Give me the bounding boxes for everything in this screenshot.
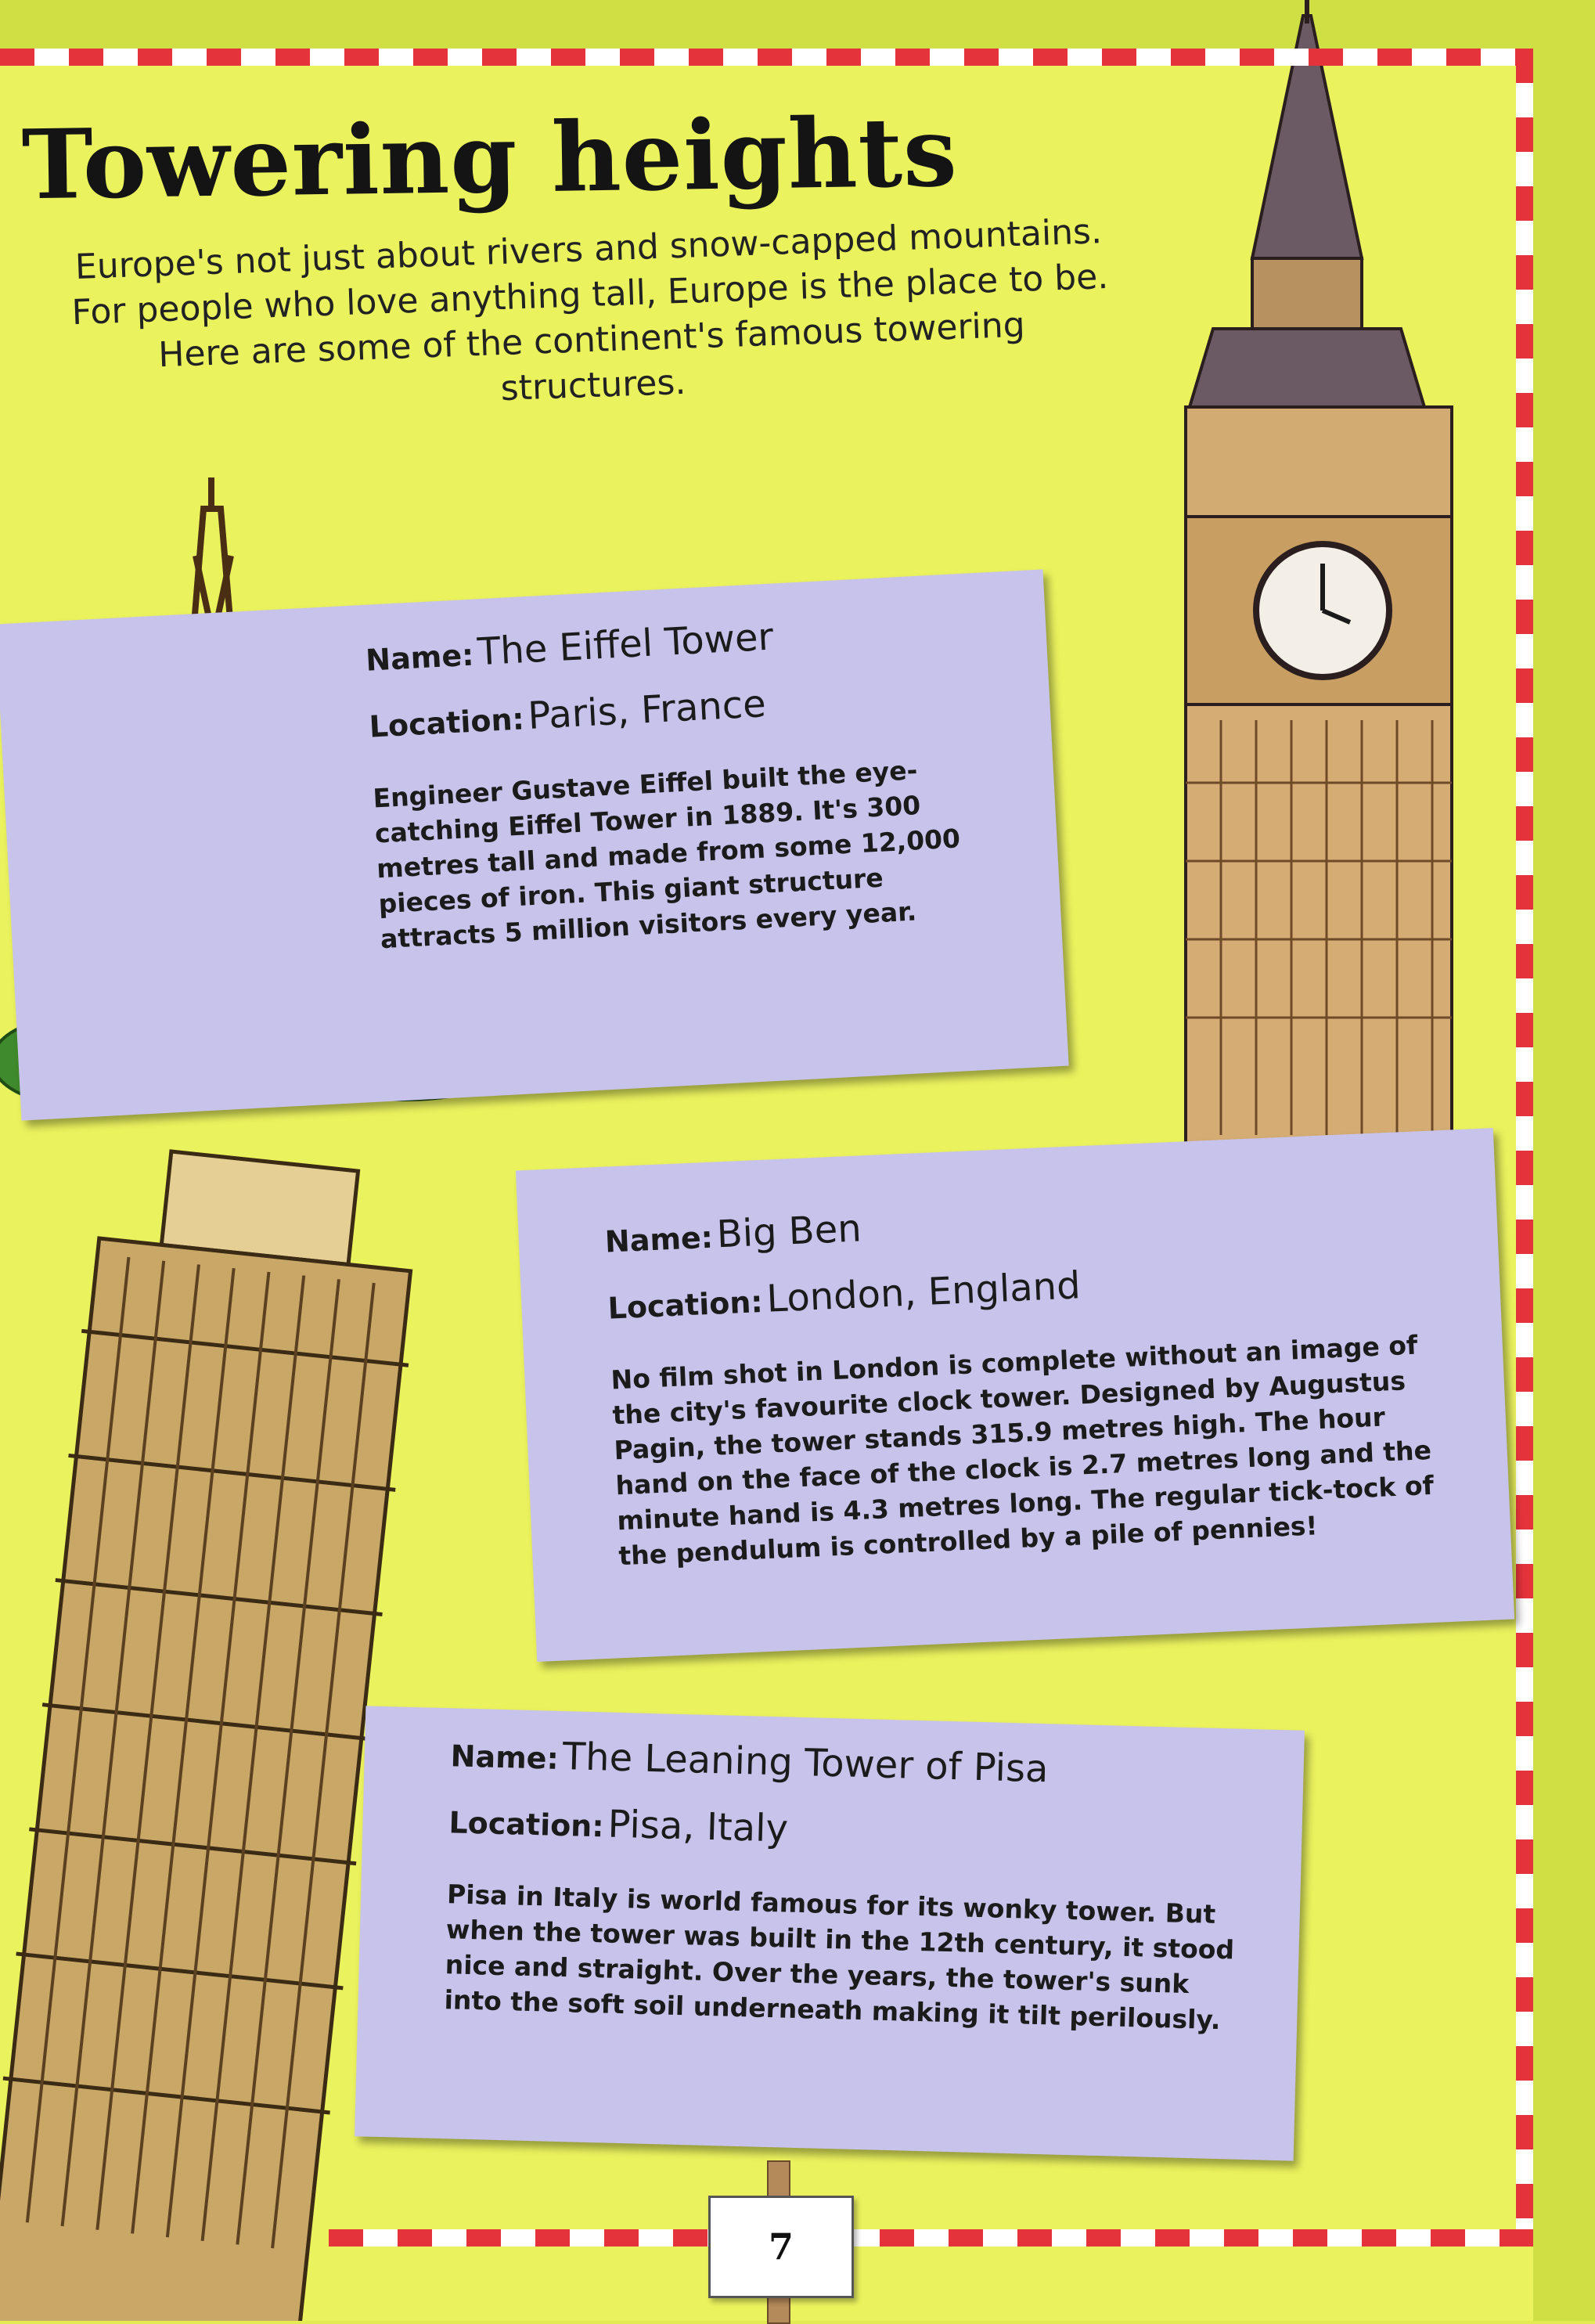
- info-card-leaning-tower-of-pisa: [355, 1706, 1305, 2160]
- description-text: Engineer Gustave Eiffel built the eye-catching Eiffel Tower in 1889. It's 300 metres tall and made from some 12,000 pieces of iron. This giant structure attracts 5 million visitors every year.: [372, 755, 961, 955]
- decorative-border-bottom: [329, 2229, 1533, 2247]
- description-text: No film shot in London is complete without an image of the city's favourite clock tower. Designed by Augustus Pagin, the tower stands 315.9 metres high. The hour hand on the face of the clock is 2.7 metres long and the minute hand is 4.3 metres long. The regular tick-tock of the pendulum is controlled by a pile of pennies!: [610, 1329, 1435, 1572]
- name-row: [604, 1206, 862, 1261]
- location-label: Location:: [607, 1284, 764, 1326]
- name-value: The Leaning Tower of Pisa: [562, 1735, 1050, 1792]
- decorative-border-right: [1516, 49, 1533, 2247]
- location-row: [607, 1263, 1081, 1328]
- name-value: The Eiffel Tower: [476, 614, 775, 675]
- page-margin-right: [1533, 0, 1595, 2321]
- name-label: Name:: [450, 1738, 560, 1776]
- location-row: [448, 1798, 789, 1850]
- name-row: [365, 615, 775, 680]
- info-card-big-ben: [516, 1128, 1514, 1662]
- location-value: Paris, France: [527, 682, 767, 739]
- name-label: Name:: [604, 1220, 714, 1259]
- info-card-eiffel-tower: [0, 569, 1069, 1120]
- location-value: London, England: [765, 1263, 1082, 1321]
- location-label: Location:: [448, 1805, 605, 1844]
- big-ben-illustration: [1166, 0, 1479, 1143]
- name-value: Big Ben: [715, 1206, 862, 1257]
- page-number: 7: [708, 2196, 854, 2298]
- decorative-border-top: [0, 49, 1532, 66]
- name-row: [450, 1731, 1049, 1791]
- location-value: Pisa, Italy: [607, 1802, 789, 1851]
- location-row: [368, 682, 767, 746]
- location-label: Location:: [368, 701, 525, 744]
- description-text: Pisa in Italy is world famous for its wonky tower. But when the tower was built in the 12th century, it stood nice and straight. Over the years, the tower's sunk into the soft soil underneath making it tilt perilously.: [444, 1879, 1235, 2036]
- intro-paragraph: Europe's not just about rivers and snow-capped mountains. For people who love anything tall, Europe is the place to be. Here are some of the continent's famous towering structures.: [70, 211, 1110, 409]
- name-label: Name:: [365, 637, 475, 678]
- page-title: Towering heights: [21, 95, 959, 222]
